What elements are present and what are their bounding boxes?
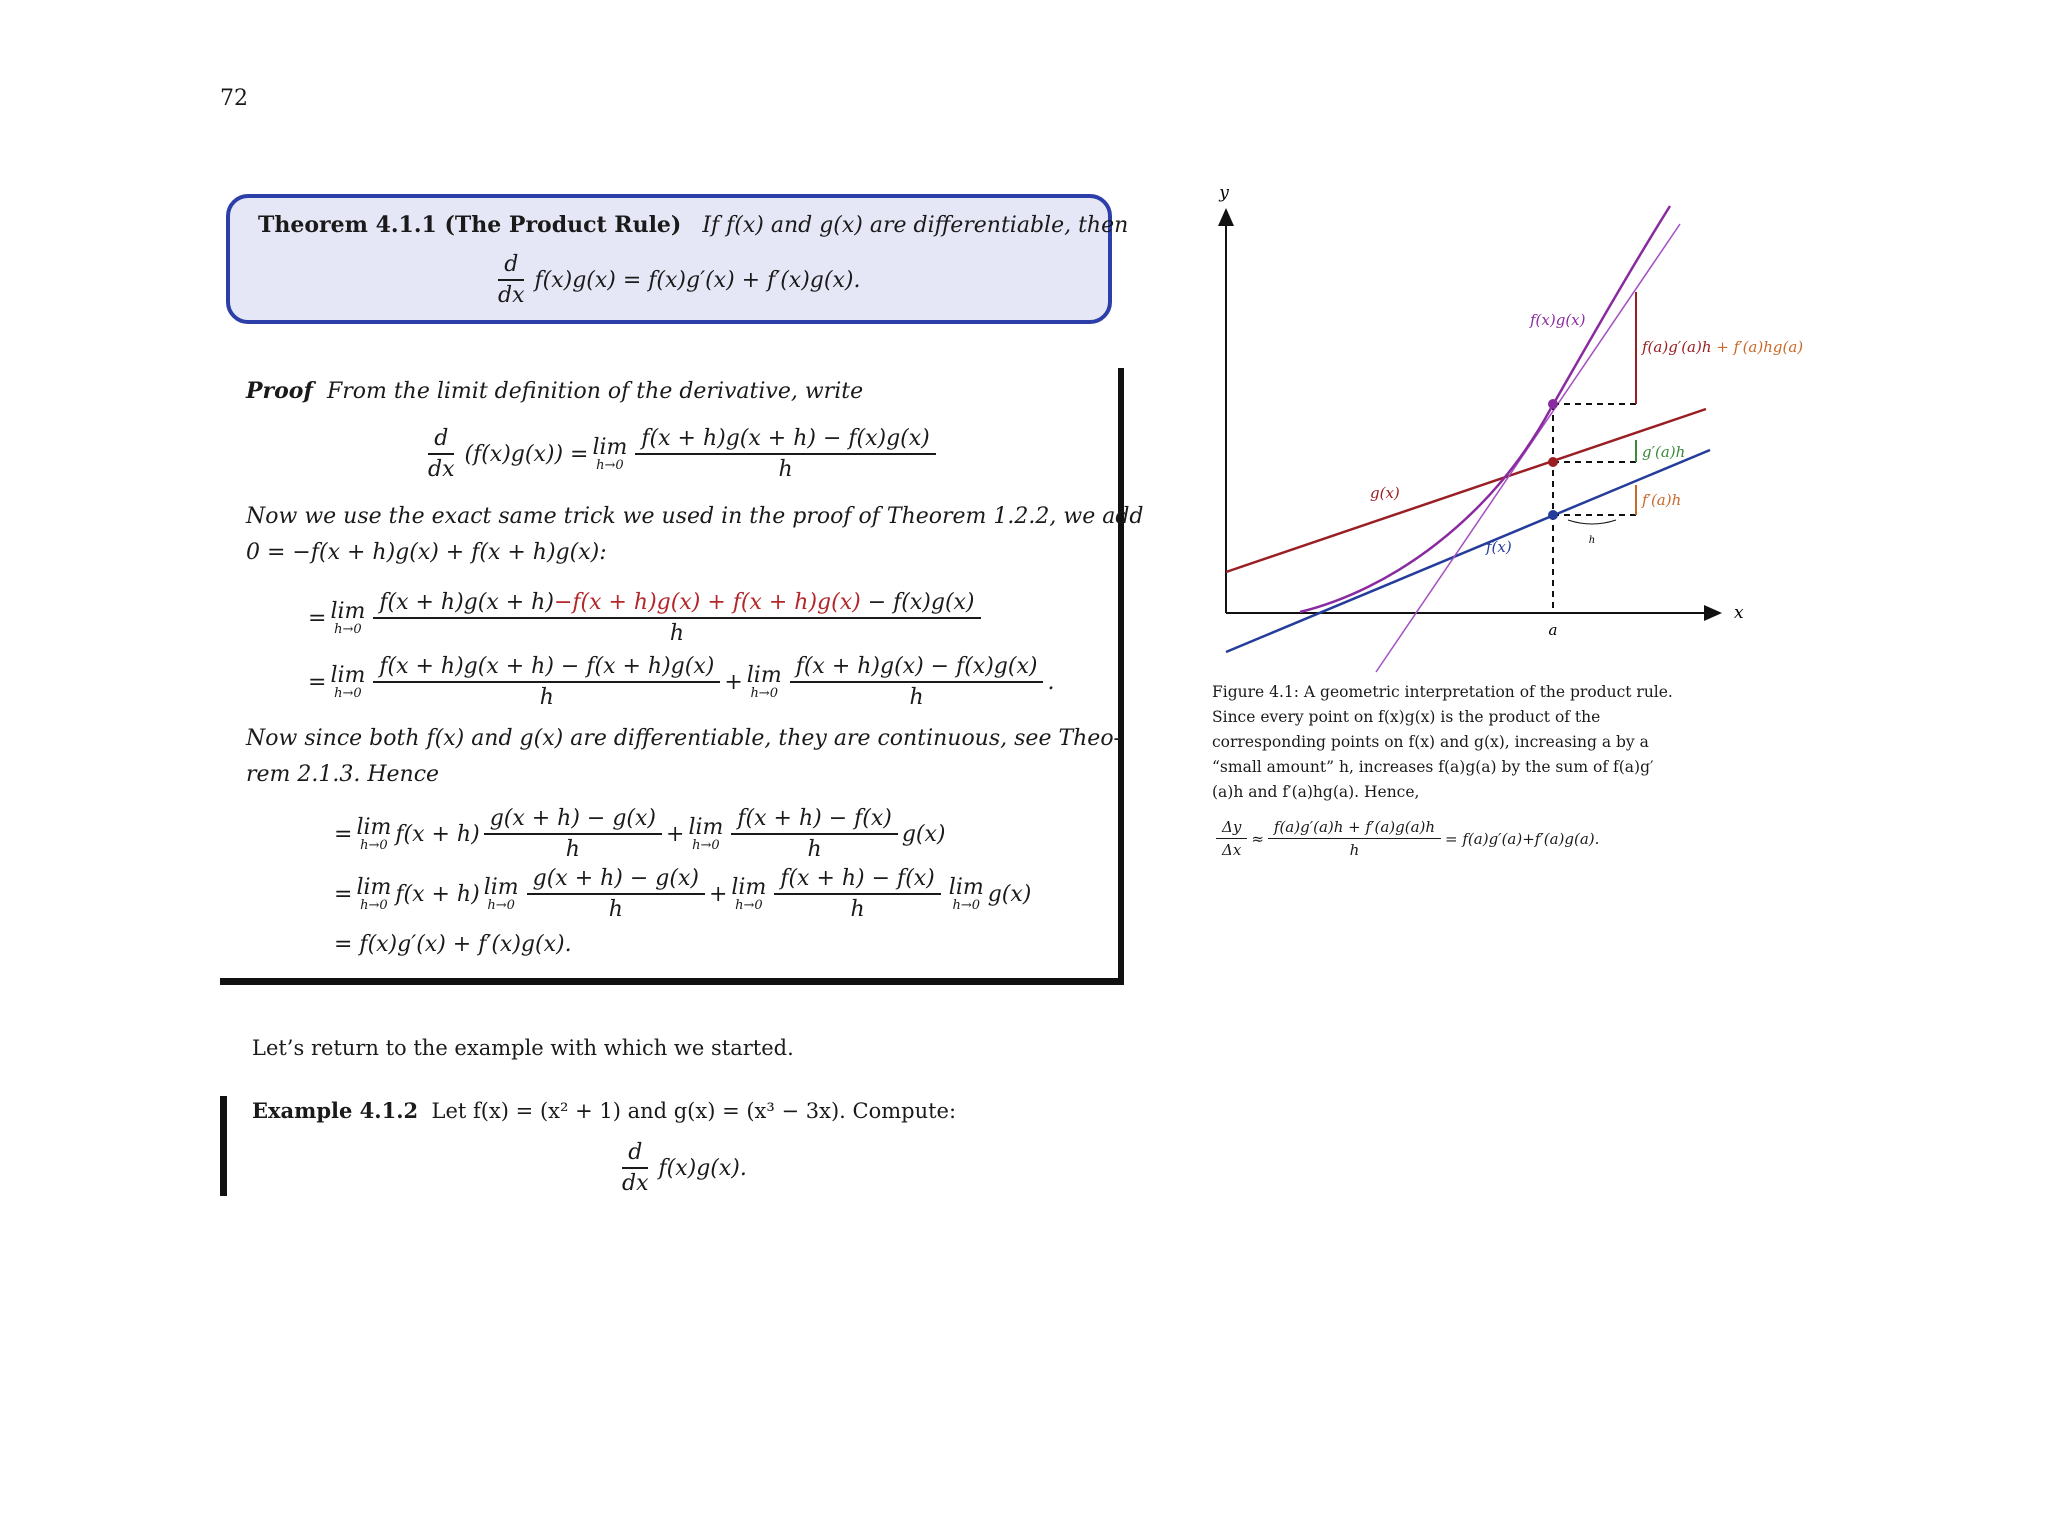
g-point xyxy=(1548,457,1558,467)
eq4-num2: f(x + h) − f(x) xyxy=(731,806,897,835)
plus-sign: + xyxy=(708,881,728,907)
lim-sub: h→0 xyxy=(487,898,515,913)
fg-point xyxy=(1548,399,1558,409)
lim-word: lim xyxy=(746,663,782,688)
caption-approximation xyxy=(1212,818,1599,859)
lim-word: lim xyxy=(330,599,366,624)
eq3-den2: h xyxy=(909,685,924,710)
example-formula xyxy=(612,1140,747,1196)
eq4-num1: g(x + h) − g(x) xyxy=(484,806,662,835)
eq5-pre: f(x + h) xyxy=(395,881,480,907)
d-numerator: d xyxy=(622,1140,648,1169)
f-label: f(x) xyxy=(1486,538,1512,556)
eq1-numerator: f(x + h)g(x + h) − f(x)g(x) xyxy=(635,426,935,455)
f-point xyxy=(1548,510,1558,520)
d-numerator: d xyxy=(428,426,454,455)
lim-sub: h→0 xyxy=(334,622,362,637)
fg-curve xyxy=(1300,206,1670,612)
eq3-num2: f(x + h)g(x) − f(x)g(x) xyxy=(790,654,1044,683)
proof-eq6: = f(x)g′(x) + f′(x)g(x). xyxy=(334,932,572,957)
proof-eq4 xyxy=(334,806,946,862)
theorem-statement: If f(x) and g(x) are differentiable, then xyxy=(702,213,1129,238)
lim-word: lim xyxy=(688,815,724,840)
g-label: g(x) xyxy=(1370,484,1400,502)
example-bar xyxy=(220,1096,227,1196)
eq2-denominator: h xyxy=(669,621,685,646)
g-line xyxy=(1226,409,1706,572)
return-text: Let’s return to the example with which we started. xyxy=(252,1036,794,1060)
example-line xyxy=(252,1098,956,1123)
approx-numerator: f(a)g′(a)h + f′(a)g(a)h xyxy=(1268,818,1441,839)
lim-word: lim xyxy=(483,875,519,900)
fp-label: f′(a)h xyxy=(1642,491,1682,509)
eq2-num-c: − f(x)g(x) xyxy=(860,590,975,615)
proof-border-bottom xyxy=(220,978,1124,985)
eq4-den2: h xyxy=(807,837,822,862)
example-statement: Let f(x) = (x² + 1) and g(x) = (x³ − 3x). Compute: xyxy=(431,1099,957,1123)
eq5-post: g(x) xyxy=(987,881,1032,907)
eq5-num2: f(x + h) − f(x) xyxy=(774,866,940,895)
eq-sign: = xyxy=(308,669,327,695)
eq4-post: g(x) xyxy=(901,821,946,847)
eq5-den2: h xyxy=(850,897,865,922)
eq3-num1: f(x + h)g(x + h) − f(x + h)g(x) xyxy=(373,654,720,683)
proof-label: Proof xyxy=(246,378,313,404)
eq5-num1: g(x + h) − g(x) xyxy=(527,866,705,895)
eq3-den1: h xyxy=(539,685,554,710)
a-label: a xyxy=(1548,621,1558,639)
eq4-pre: f(x + h) xyxy=(395,821,480,847)
proof-eq2 xyxy=(308,590,985,646)
theorem-formula xyxy=(488,252,860,308)
proof-eq5 xyxy=(334,866,1031,922)
proof-line2: Now we use the exact same trick we used in the proof of Theorem 1.2.2, we add xyxy=(246,504,1144,529)
lim-word: lim xyxy=(948,875,984,900)
proof-line4: Now since both f(x) and g(x) are differentiable, they are continuous, see Theo- xyxy=(246,726,1121,751)
fg-label: f(x)g(x) xyxy=(1530,311,1586,329)
x-axis-label: x xyxy=(1734,603,1744,623)
eq1-denominator: h xyxy=(778,457,793,482)
lim-sub: h→0 xyxy=(334,686,362,701)
gp-label: g′(a)h xyxy=(1642,443,1686,461)
period: . xyxy=(1047,669,1055,695)
approx-result: = f(a)g′(a)+f′(a)g(a). xyxy=(1445,829,1600,848)
proof-border-right xyxy=(1118,368,1124,984)
eq-sign: = xyxy=(308,605,327,631)
h-label: h xyxy=(1588,535,1596,546)
lim-sub: h→0 xyxy=(750,686,778,701)
y-axis-label: y xyxy=(1219,183,1229,203)
lim-word: lim xyxy=(330,663,366,688)
proof-eq3 xyxy=(308,654,1054,710)
lim-word: lim xyxy=(356,875,392,900)
theorem-box xyxy=(226,194,1129,324)
dy-numerator: Δy xyxy=(1216,818,1247,839)
plus-sign: + xyxy=(666,821,685,847)
lim-sub: h→0 xyxy=(360,838,388,853)
theorem-label: Theorem 4.1.1 (The Product Rule) xyxy=(258,212,682,238)
total-increase-label xyxy=(1641,338,1803,356)
proof-eq1 xyxy=(418,426,940,482)
f-line xyxy=(1226,450,1710,652)
eq2-num-a: f(x + h)g(x + h) xyxy=(379,590,554,615)
figure-caption: Figure 4.1: A geometric interpretation of the product rule. Since every point on f(x)g(x) is the product of the corresponding points on f(x) and g(x), increasing a by a “small amount” h, increases f(a)g(a) by the sum of f(a)g′(a)h and f′(a)hg(a). Hence, xyxy=(1212,683,1673,801)
lim-word: lim xyxy=(356,815,392,840)
lim-word: lim xyxy=(592,435,628,460)
plus-sign: + xyxy=(724,669,743,695)
proof-intro: From the limit definition of the derivative, write xyxy=(326,379,864,404)
eq5-den1: h xyxy=(608,897,623,922)
approx-sign: ≈ xyxy=(1251,829,1264,848)
product-rule-figure xyxy=(1190,180,1850,700)
eq-sign: = xyxy=(334,821,353,847)
lim-sub: h→0 xyxy=(952,898,981,913)
eq1-lhs: (f(x)g(x)) = xyxy=(464,441,589,467)
eq2-num-b-highlight: −f(x + h)g(x) + f(x + h)g(x) xyxy=(553,590,861,615)
dx-denominator: Δx xyxy=(1222,841,1242,859)
lim-sub: h→0 xyxy=(692,838,720,853)
total-increase-label-1: f(a)g′(a)h xyxy=(1642,338,1712,356)
lim-word: lim xyxy=(731,875,767,900)
lim-sub: h→0 xyxy=(596,458,624,473)
page-number: 72 xyxy=(220,86,248,111)
proof-intro-line xyxy=(246,378,863,404)
total-increase-label-2: + f′(a)hg(a) xyxy=(1711,338,1804,356)
theorem-header xyxy=(258,212,1128,238)
theorem-formula-rhs: f(x)g(x) = f(x)g′(x) + f′(x)g(x). xyxy=(534,267,861,293)
dx-denominator: dx xyxy=(428,457,455,482)
example-expr: f(x)g(x). xyxy=(658,1155,747,1181)
dx-denominator: dx xyxy=(498,283,525,308)
h-brace xyxy=(1568,520,1616,524)
eq4-den1: h xyxy=(565,837,580,862)
eq-sign: = xyxy=(334,881,353,907)
approx-denominator: h xyxy=(1349,841,1360,859)
lim-sub: h→0 xyxy=(360,898,388,913)
proof-line3: 0 = −f(x + h)g(x) + f(x + h)g(x): xyxy=(246,540,607,565)
proof-line5: rem 2.1.3. Hence xyxy=(246,762,440,787)
dx-denominator: dx xyxy=(622,1171,649,1196)
example-label: Example 4.1.2 xyxy=(252,1098,419,1123)
d-numerator: d xyxy=(498,252,524,281)
lim-sub: h→0 xyxy=(735,898,763,913)
